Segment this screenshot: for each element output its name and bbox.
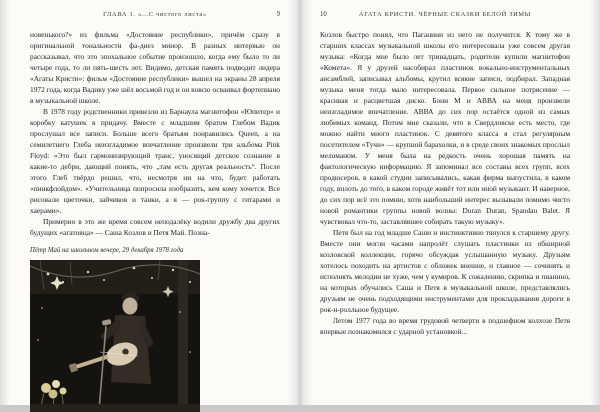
paragraph: Петя был на год младше Саши и инстинктивно тянулся к старшему другу. Вместе они могли часами напролёт слушать пластинки из обширной козловской коллекции, горячо обсуждая услышанную музыку. Друзьям хотелось походить на артистов с обложек внешне, и главное — сочинять и исполнять мелодии не хуже, чем у кумиров. К сожалению, скрипка и пианино, на которых обучались Саша и Петя в музыкальной школе, представлялись друзьям не очень подходящими инструментами для прокладывания дороги в рок-н-ролльное будущее. <box>320 228 570 314</box>
photo-illustration <box>30 260 200 412</box>
right-running-head <box>320 10 570 20</box>
left-body-text <box>30 29 280 238</box>
page-number-right: 10 <box>320 11 327 18</box>
photo-caption: Пётр Май на школьном вечере, 29 декабря 1978 года <box>30 247 184 254</box>
paragraph: новенького?» из фильма «Достояние республики», причём сразу в оригинальной тональности фа-диез минор. В разных интервью он рассказывал, что это эпохальное событие произошло, когда ему было то ли четыре года, то ли пять-шесть лет. Видимо, детская память подводит лидера «Агаты Кристи»: фильм «Достояние республики» вышел на экраны 28 апреля 1972 года, когда Вадику уже шёл восьмой год и он вовсю осваивал фортепиано в музыкальной школе. <box>30 30 280 105</box>
paragraph: Примерно в это же время совсем неподалёку водили дружбу два других будущих «агатовца» — Саша Козлов и Петя Май. Позна- <box>30 217 280 237</box>
photo-petr-may-school-concert <box>30 260 200 412</box>
paragraph: Козлов быстро понял, что Паганини из него не получится. К тому же в старших классах музыкальной школы его интересовала уже совсем другая музыка: «Когда мне было лет тринадцать, родители купили магнитофон «Комета». Я у друзей насобирал пластинок вокально-инструментальных ансамблей, записывал альбомы, крутил всякие записи, подбирал. Западная музыка меня тогда мало интересовала. Первое сильное потрясение — красивая и расцветшая диско. Бони М и АВВА на меня произвели неизгладимое впечатление. АВВА до сих пор остаётся одной из самых любимых команд. Потом мне сказали, что в Свердловске есть место, где можно найти много пластинок. С девятого класса я стал регулярным посетителем «Тучи» — крупной барахолки, и в среде своих знакомых прослыл меломаном. У меня была на редкость очень хорошая память на фактологическую информацию. Я запоминал все составы всех групп, всех продюсеров, в какой студии записывались, какая фирма выпустила, в каком году, вплоть до того, в каком городе живёт тот или иной музыкант. И наверное, до сих пор всё это помню, хотя наибольший интерес вызывали помимо чисто новой романтики группы новой волны: Duran Duran, Spandau Balet. Я чувствовал что-то, заставлявшее собирать такую музыку». <box>320 30 570 226</box>
book-title: АГАТА КРИСТИ. ЧЁРНЫЕ СКАЗКИ БЕЛОЙ ЗИМЫ <box>358 11 532 18</box>
page-left <box>0 0 300 405</box>
chapter-title: ГЛАВА 1. «...С чистого листа» <box>103 11 207 18</box>
left-running-head <box>30 10 280 20</box>
paragraph: Летом 1977 года во время трудовой четверти в подшефном колхозе Петя впервые познакомился с ударной установкой... <box>320 316 570 336</box>
page-number-left: 9 <box>276 11 280 18</box>
paragraph: В 1978 году родственники привезли из Барнаула магнитофон «Юпитер» и коробку катушек в придачу. Вместе с младшим братом Глебом Вадик прослушал все записи. Больше всего братьям понравились Queen, а на семилетнего Глеба неизгладимое впечатление произвели три альбома Pink Floyd: «Это был гармонизирующий транс, уносящий детское сознание в какие-то дебри, дающий понять, что „там есть другая реальность“. После этого Глеб твёрдо решил, что, несмотря ни на что, будет работать «пинкфлойдом». «Учительница попросила изобразить, кем кому хочется. Все рисовали цветочки, зайчиков и танки, а я — рок-группу с гитарами и хаерами». <box>30 107 280 215</box>
page-right <box>300 0 600 405</box>
right-body-text <box>320 29 570 337</box>
